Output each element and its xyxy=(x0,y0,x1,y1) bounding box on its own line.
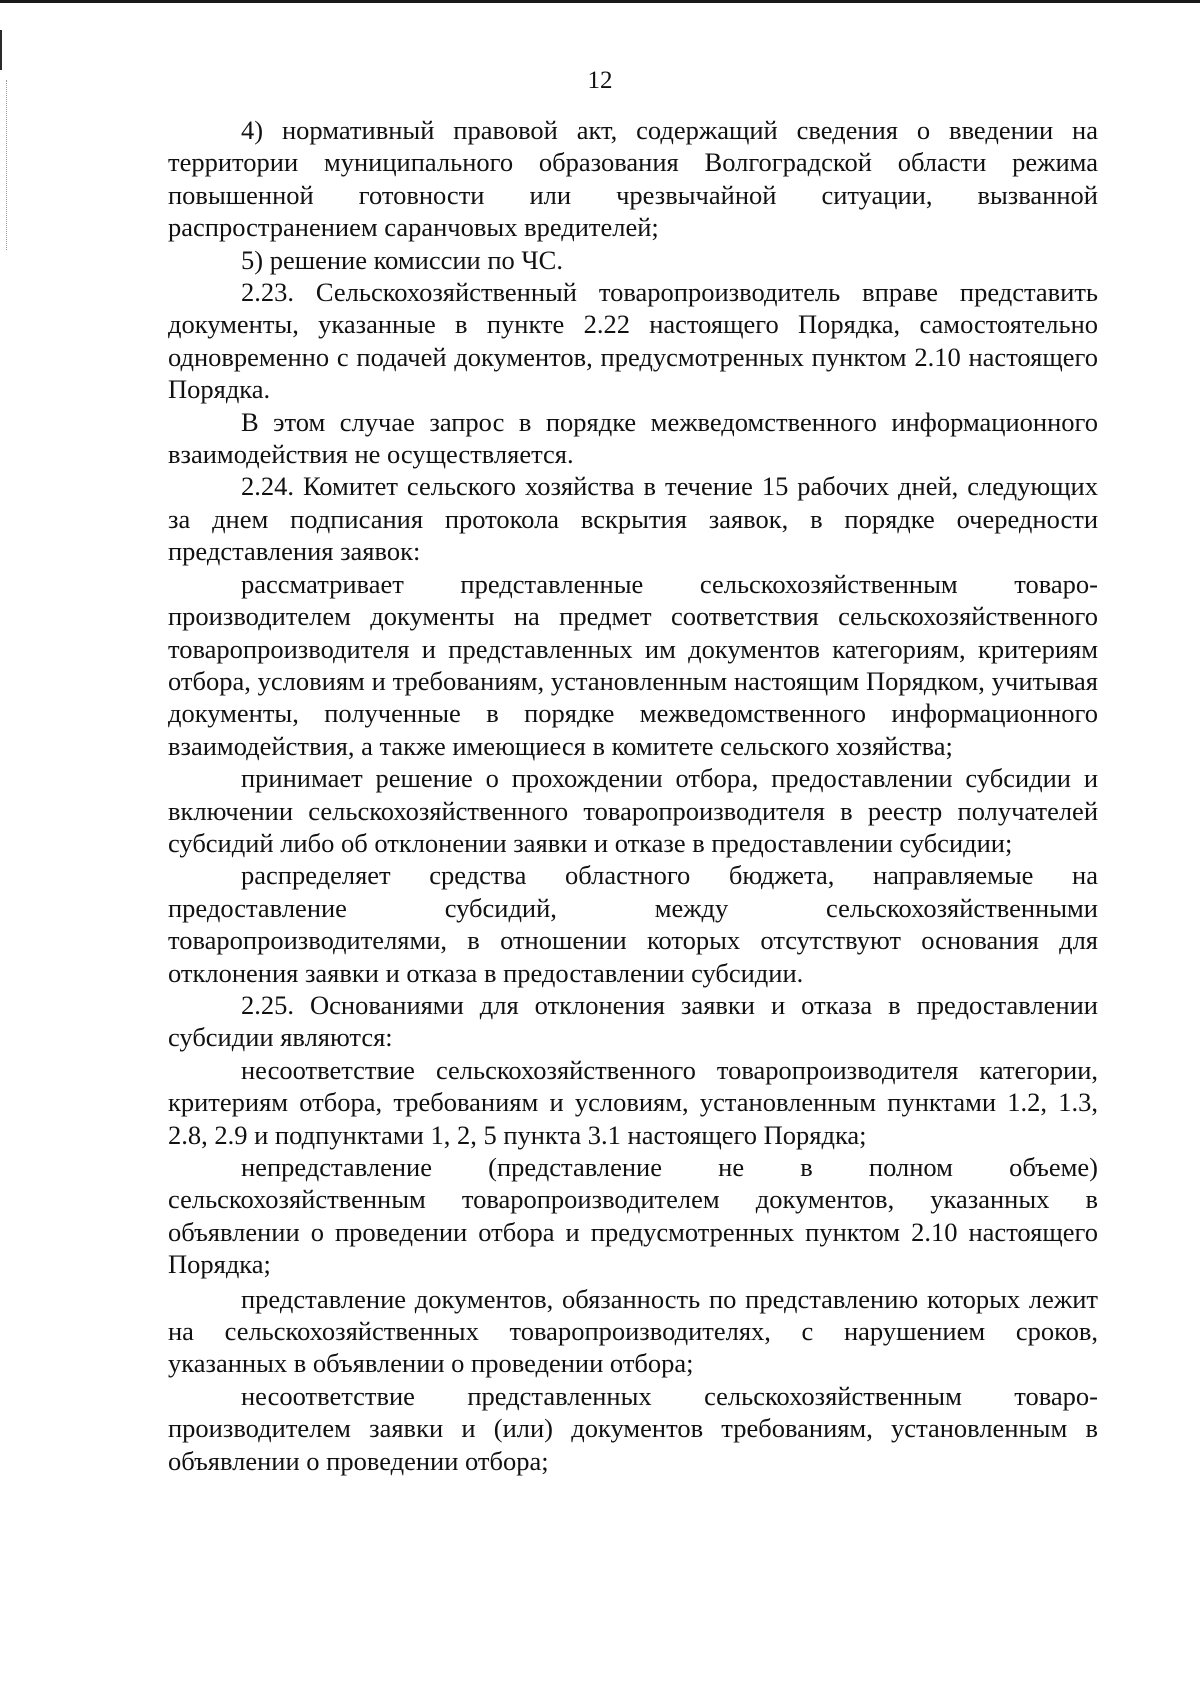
paragraph: принимает решение о прохождении отбора, предоставлении субсидии и включении сельскохозяйственного товаропроизводителя в реестр получателей субсидий либо об отклонении заявки и отказе в предоставлении субсидии; xyxy=(168,763,1098,858)
scan-top-edge xyxy=(0,0,1200,3)
paragraph: 2.24. Комитет сельского хозяйства в течение 15 рабочих дней, следующих за днем подписания протокола вскрытия заявок, в порядке очередности представления заявок: xyxy=(168,471,1098,567)
paragraph: 4) нормативный правовой акт, содержащий сведения о введении на территории муниципального образования Волгоградской области режима повышенной готовности или чрезвычайной ситуации, вызванной распространением саранчовых вредителей; xyxy=(168,115,1098,243)
paragraph: распределяет средства областного бюджета, направляемые на предоставление субсидий, между сельскохозяйственными товаропроизводителями, в отношении которых отсутствуют основания для отклонения заявки и отказа в предоставлении субсидии. xyxy=(168,860,1098,988)
paragraph: В этом случае запрос в порядке межведомственного информационного взаимодействия не осуществляется. xyxy=(168,406,1098,470)
paragraph: 2.23. Сельскохозяйственный товаропроизводитель вправе представить документы, указанные в пункте 2.22 настоящего Порядка, самостоятельно одновременно с подачей документов, предусмотренных пунктом 2.10 настоящего Порядка. xyxy=(168,277,1098,405)
paragraph: представление документов, обязанность по представлению которых лежит на сельскохозяйственных товаропроизводителях, с нарушением сроков, указанных в объявлении о проведении отбора; xyxy=(168,1283,1098,1379)
paragraph: 2.25. Основаниями для отклонения заявки и отказа в предоставлении субсидии являются: xyxy=(168,989,1098,1053)
document-body xyxy=(168,114,1098,1477)
paragraph: непредставление (представление не в полном объеме) сельскохозяйственным товаропроизводителем документов, указанных в объявлении о проведении отбора и предусмотренных пунктом 2.10 настоящего Порядка; xyxy=(168,1152,1098,1280)
page-number: 12 xyxy=(587,67,613,94)
paragraph: 5) решение комиссии по ЧС. xyxy=(241,244,563,275)
paragraph: несоответствие представленных сельскохозяйственным товаропроизводителем заявки и (или) документов требованиям, установленным в объявлении о проведении отбора; xyxy=(168,1380,1098,1476)
paragraph: несоответствие сельскохозяйственного товаропроизводителя категории, критериям отбора, требованиям и условиям, установленным пунктами 1.2, 1.3, 2.8, 2.9 и подпунктами 1, 2, 5 пункта 3.1 настоящего Порядка; xyxy=(168,1054,1098,1150)
scan-left-edge xyxy=(0,30,2,70)
scan-left-ticks xyxy=(6,80,8,250)
paragraph: рассматривает представленные сельскохозяйственным товаропроизводителем документы на предмет соответствия сельскохозяйственного товаропроизводителя и представленных им документов категориям, критериям отбора, условиям и требованиям, установленным настоящим Порядком, учитывая документы, полученные в порядке межведомственного информационного взаимодействия, а также имеющиеся в комитете сельского хозяйства; xyxy=(168,568,1098,761)
